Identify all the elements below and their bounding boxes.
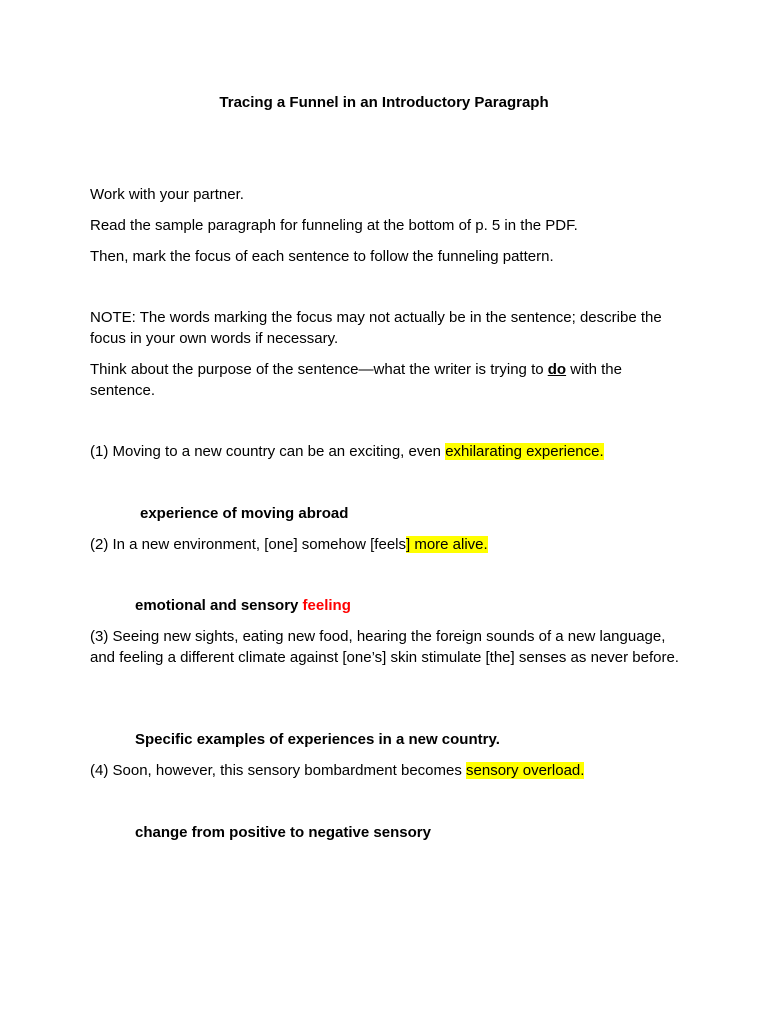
sentence-4 — [90, 760, 680, 781]
sentence-4-highlight: sensory overload. — [466, 762, 585, 779]
page-title: Tracing a Funnel in an Introductory Paragraph — [219, 94, 549, 111]
instruction-line-2: Read the sample paragraph for funneling at the bottom of p. 5 in the PDF. — [90, 217, 578, 234]
think-text-after: with the sentence. — [90, 361, 622, 399]
sentence-2-focus — [135, 595, 725, 616]
think-paragraph — [90, 359, 680, 401]
sentence-1-focus: experience of moving abroad — [140, 505, 349, 522]
sentence-4-focus: change from positive to negative sensory — [135, 824, 431, 841]
sentence-3: (3) Seeing new sights, eating new food, hearing the foreign sounds of a new language, and feeling a different climate against [one’s] skin stimulate [the] senses as never before. — [90, 628, 679, 666]
sentence-2-focus-text: emotional and sensory — [135, 597, 303, 614]
think-emphasis: do — [547, 361, 567, 378]
sentence-2 — [90, 534, 680, 555]
sentence-4-text: (4) Soon, however, this sensory bombardment becomes — [90, 762, 467, 779]
sentence-1 — [90, 441, 680, 462]
note-paragraph: NOTE: The words marking the focus may not actually be in the sentence; describe the focus in your own words if necessary. — [90, 309, 662, 347]
sentence-2-text: (2) In a new environment, [one] somehow [feels — [90, 536, 406, 553]
instruction-line-3: Then, mark the focus of each sentence to follow the funneling pattern. — [90, 248, 554, 265]
sentence-3-focus: Specific examples of experiences in a new country. — [135, 731, 500, 748]
sentence-1-text: (1) Moving to a new country can be an exciting, even — [90, 443, 446, 460]
sentence-2-highlight: ] more alive. — [406, 536, 488, 553]
sentence-2-focus-red: feeling — [302, 597, 351, 614]
instruction-line-1: Work with your partner. — [90, 186, 244, 203]
sentence-1-highlight: exhilarating experience. — [445, 443, 604, 460]
think-text-before: Think about the purpose of the sentence—what the writer is trying to — [90, 361, 548, 378]
